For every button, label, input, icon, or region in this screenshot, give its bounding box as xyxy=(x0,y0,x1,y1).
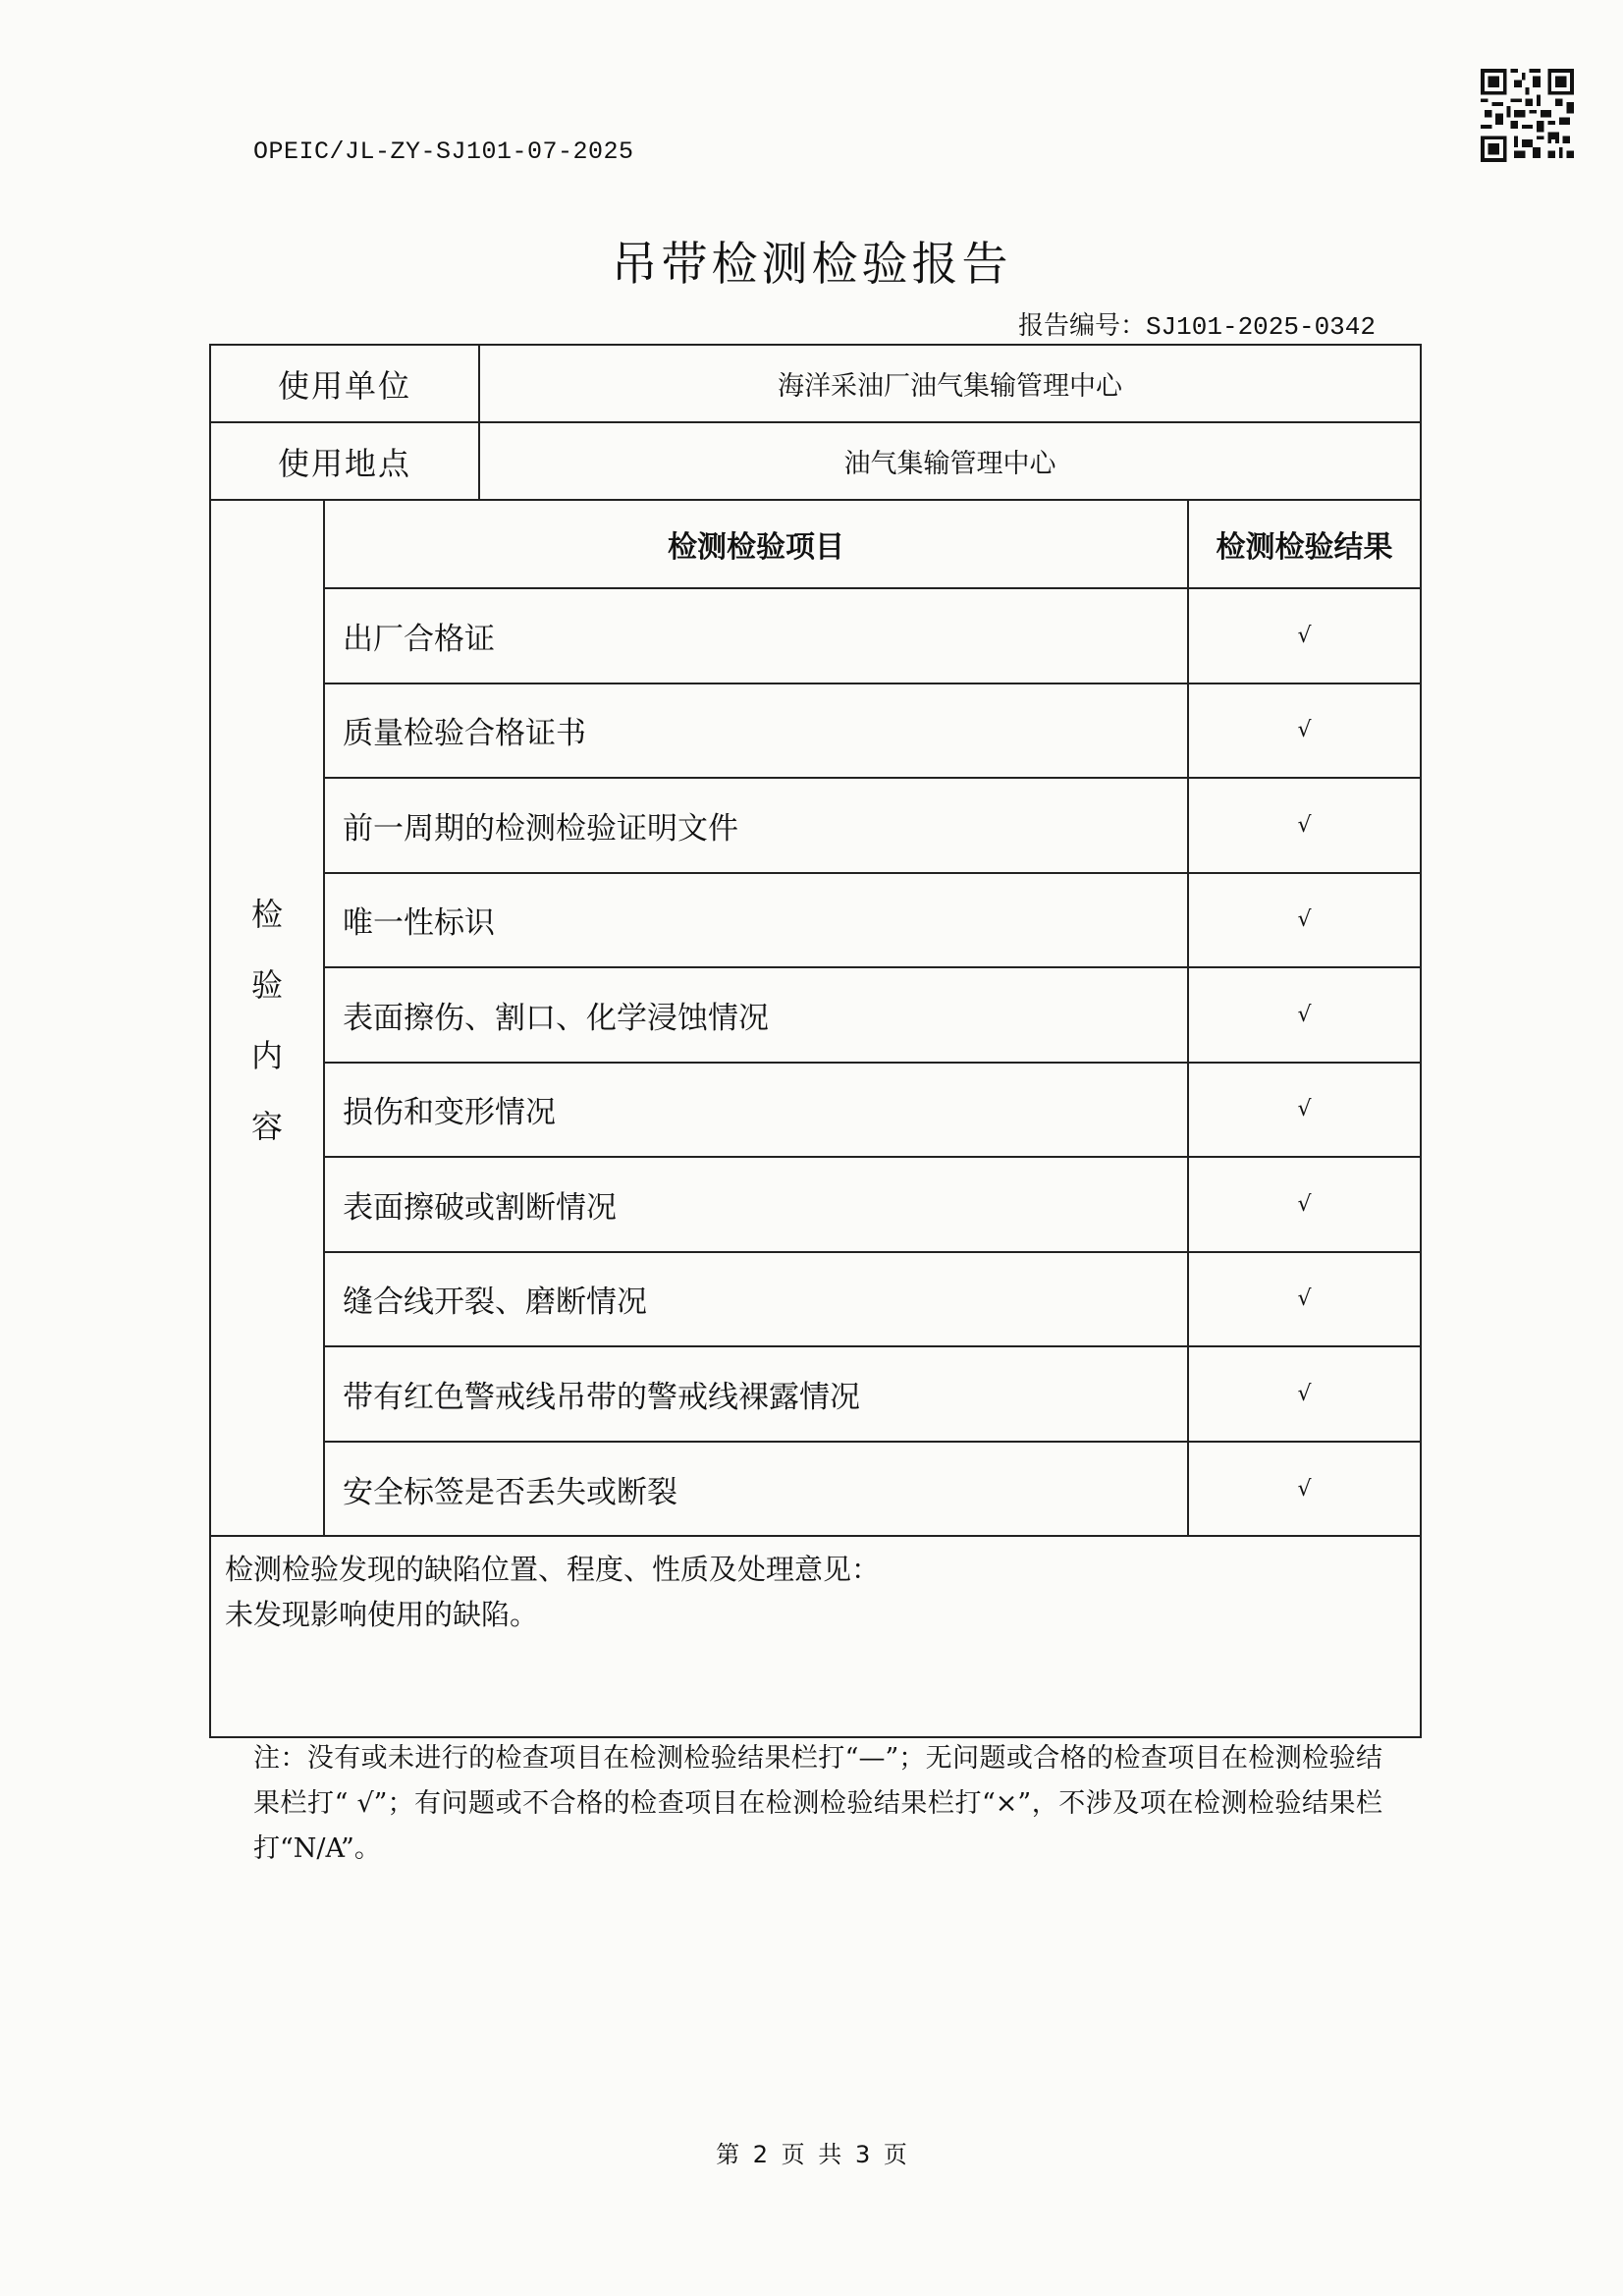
table-row xyxy=(325,1253,1420,1348)
item-name: 质量检验合格证书 xyxy=(325,684,1189,778)
header-row-location xyxy=(211,423,1420,501)
location-label: 使用地点 xyxy=(211,423,480,499)
report-number-label: 报告编号： xyxy=(1017,311,1146,341)
page-number: 第 2 页 共 3 页 xyxy=(716,2141,907,2168)
document-code: OPEIC/JL-ZY-SJ101-07-2025 xyxy=(253,137,634,166)
section-label xyxy=(211,501,325,1535)
item-result: √ xyxy=(1297,718,1312,743)
items-grid xyxy=(325,501,1420,1535)
item-name: 出厂合格证 xyxy=(325,589,1189,683)
report-number xyxy=(1018,305,1376,342)
item-name: 表面擦伤、割口、化学浸蚀情况 xyxy=(325,968,1189,1062)
report-number-value: SJ101-2025-0342 xyxy=(1145,312,1376,342)
findings-box xyxy=(211,1537,1420,1736)
section-label-char: 容 xyxy=(250,1107,283,1145)
item-result: √ xyxy=(1297,1477,1312,1503)
item-name: 唯一性标识 xyxy=(325,874,1189,967)
items-header-row xyxy=(325,501,1420,589)
findings-label: 检测检验发现的缺陷位置、程度、性质及处理意见： xyxy=(225,1553,881,1586)
item-result: √ xyxy=(1297,1381,1312,1406)
footnote: 注：没有或未进行的检查项目在检测检验结果栏打“—”；无问题或合格的检查项目在检测检验结果栏打“ √”；有问题或不合格的检查项目在检测检验结果栏打“×”，不涉及项在检测检验结果栏打“N/A”。 xyxy=(253,1743,1382,1864)
item-name: 损伤和变形情况 xyxy=(325,1064,1189,1157)
table-row xyxy=(325,874,1420,969)
inspection-content xyxy=(211,501,1420,1537)
item-result: √ xyxy=(1297,907,1312,933)
table-row xyxy=(325,684,1420,780)
unit-value: 海洋采油厂油气集输管理中心 xyxy=(778,371,1122,402)
item-result: √ xyxy=(1297,623,1312,648)
location-value: 油气集输管理中心 xyxy=(843,449,1056,479)
table-row xyxy=(325,1347,1420,1443)
section-label-char: 内 xyxy=(250,1036,283,1074)
table-row xyxy=(325,589,1420,684)
item-result: √ xyxy=(1297,1002,1312,1027)
table-row xyxy=(325,779,1420,874)
unit-label: 使用单位 xyxy=(211,346,480,421)
item-result: √ xyxy=(1297,1191,1312,1217)
result-column-header: 检测检验结果 xyxy=(1216,530,1393,565)
item-name: 缝合线开裂、磨断情况 xyxy=(325,1253,1189,1346)
header-row-unit xyxy=(211,346,1420,423)
item-name: 前一周期的检测检验证明文件 xyxy=(325,779,1189,872)
item-result: √ xyxy=(1297,812,1312,838)
table-row xyxy=(325,968,1420,1064)
item-result: √ xyxy=(1297,1286,1312,1312)
qr-code-icon xyxy=(1481,69,1574,162)
table-row xyxy=(325,1158,1420,1253)
table-row xyxy=(325,1443,1420,1538)
section-label-char: 检 xyxy=(250,895,283,933)
findings-text: 未发现影响使用的缺陷。 xyxy=(225,1598,539,1631)
item-result: √ xyxy=(1297,1097,1312,1122)
section-label-char: 验 xyxy=(250,965,283,1004)
item-name: 安全标签是否丢失或断裂 xyxy=(325,1443,1189,1538)
item-name: 带有红色警戒线吊带的警戒线裸露情况 xyxy=(325,1347,1189,1441)
inspection-table xyxy=(209,344,1422,1738)
report-title: 吊带检测检验报告 xyxy=(611,238,1012,292)
table-row xyxy=(325,1064,1420,1159)
item-column-header: 检测检验项目 xyxy=(325,501,1189,587)
item-name: 表面擦破或割断情况 xyxy=(325,1158,1189,1251)
